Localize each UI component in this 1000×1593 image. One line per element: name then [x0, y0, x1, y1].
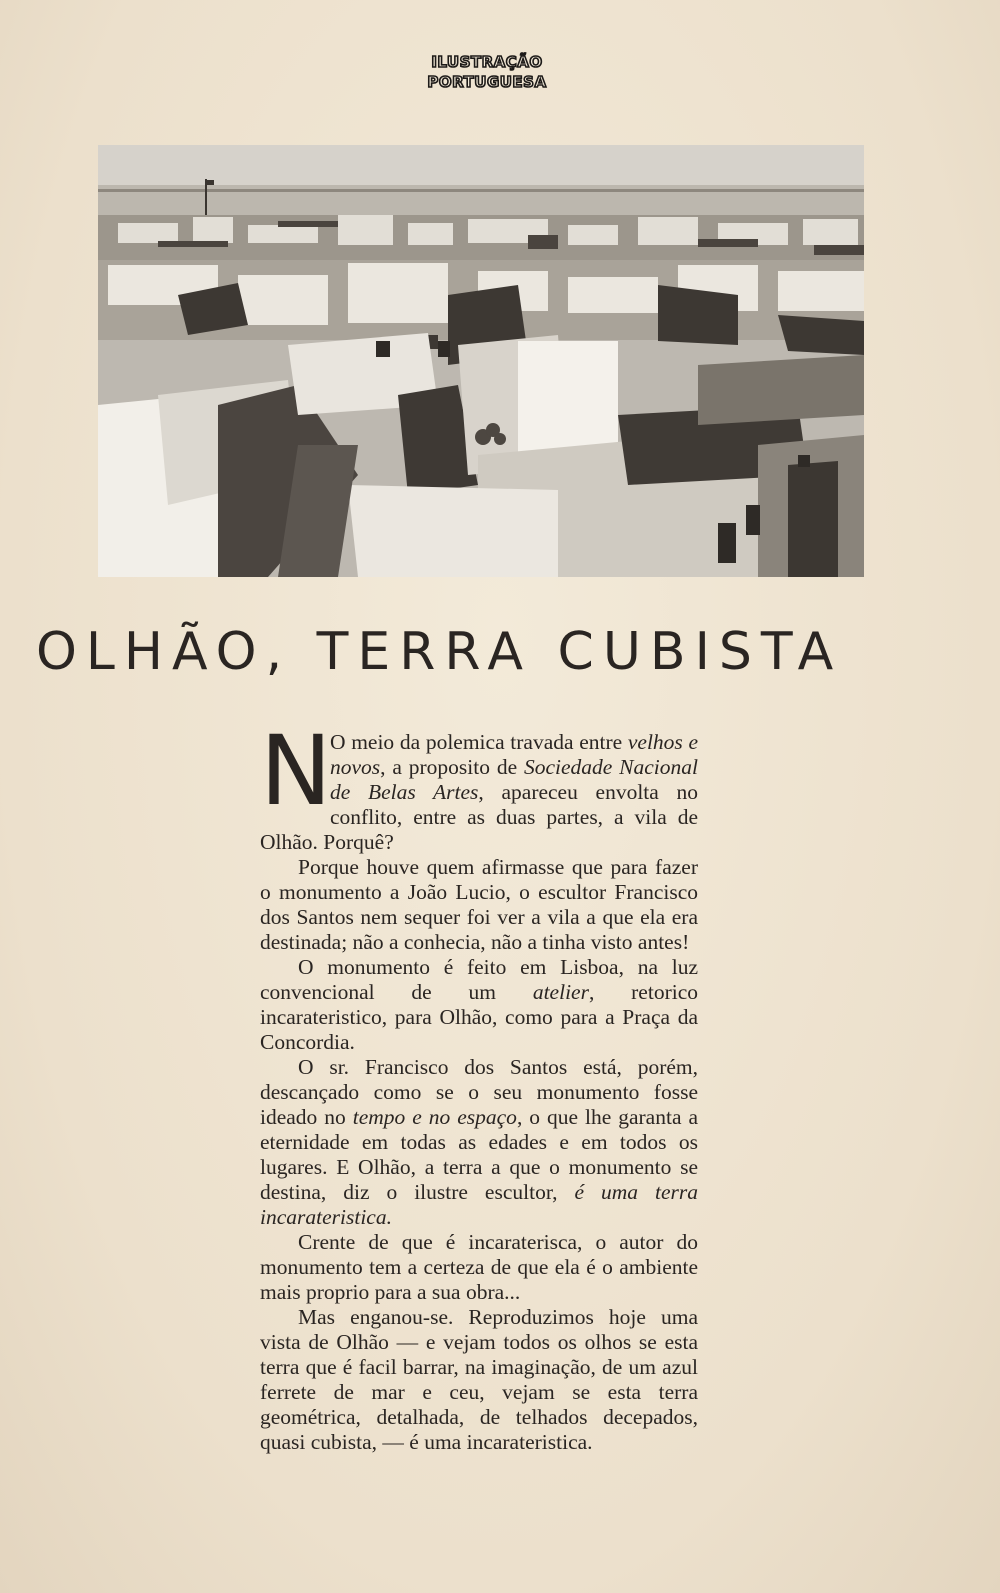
town-rooftops-photo — [98, 145, 864, 577]
paragraph-6: Mas enganou-se. Reproduzimos hoje uma vista de Olhão — e vejam todos os olhos se esta terra que é facil barrar, na imaginação, de um azul ferrete de mar e ceu, vejam se esta terra geométrica, detalhada, de telhados decepados, quasi cubista, — é uma incarateristica. — [260, 1305, 698, 1454]
paragraph-5: Crente de que é incaraterisca, o autor do monumento tem a certeza de que ela é o ambiente mais proprio para a sua obra... — [260, 1230, 698, 1304]
masthead-line-1: ILUSTRAÇÃO — [431, 53, 543, 71]
drop-cap: N — [260, 715, 332, 827]
p4-text-a: O sr. Francisco dos Santos está, porém, descançado como se o seu monumento fosse ideado no — [260, 1055, 698, 1129]
p4-italic-2: é uma terra incarateristica. — [260, 1180, 699, 1229]
paragraph-3 — [260, 955, 698, 1055]
paragraph-1 — [260, 715, 698, 855]
p3-italic: atelier — [532, 980, 589, 1004]
paragraph-2: Porque houve quem afirmasse que para fazer o monumento a João Lucio, o escultor Francisco dos Santos nem sequer foi ver a vila a que ela era destinada; não a conhecia, não a tinha visto antes! — [260, 855, 698, 954]
paragraph-4 — [260, 1055, 698, 1230]
p1-text-b: , a proposito de — [380, 755, 524, 779]
masthead-line-2: PORTUGUESA — [427, 73, 547, 91]
p1-italic-2: Sociedade Nacional de Belas Artes — [330, 755, 698, 804]
article-headline: OLHÃO, TERRA CUBISTA — [36, 622, 843, 682]
article-body — [260, 715, 699, 1455]
p3-text-b: , retorico incarateristico, para Olhão, como para a Praça da Concordia. — [260, 980, 698, 1054]
p4-italic-1: tempo e no espaço — [352, 1105, 517, 1129]
masthead-logo — [418, 52, 556, 100]
p1-text-c: , apareceu envolta no conflito, entre as duas partes, a vila de Olhão. Porquê? — [260, 780, 698, 854]
p1-italic-1: velhos e novos — [330, 730, 698, 779]
p4-text-b: , o que lhe garanta a eternidade em todas as edades e em todos os lugares. E Olhão, a terra a que o monumento se destina, diz o ilustre escultor, — [260, 1105, 698, 1204]
p1-text-a: O meio da polemica travada entre — [330, 730, 628, 754]
p3-text-a: O monumento é feito em Lisboa, na luz convencional de um — [260, 955, 698, 1004]
